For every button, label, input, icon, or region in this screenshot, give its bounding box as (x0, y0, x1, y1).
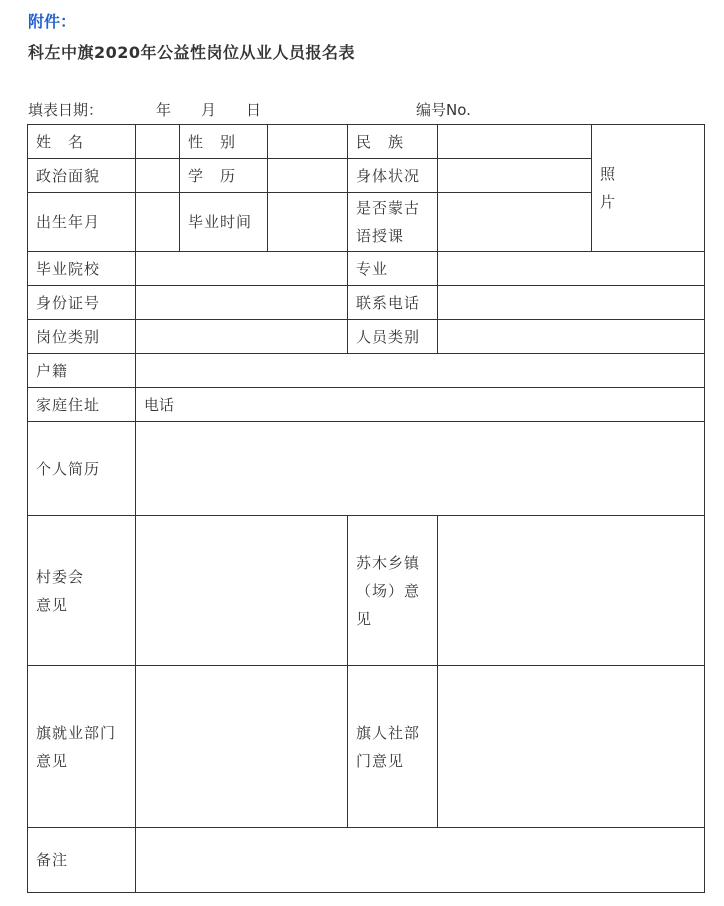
photo-label-1: 照 (600, 165, 616, 183)
health-label: 身体状况 (348, 159, 438, 193)
education-label: 学 历 (180, 159, 268, 193)
month-label: 月 (201, 101, 217, 119)
township-line-1: 苏木乡镇 (356, 553, 421, 572)
form-row-school (28, 252, 705, 286)
remarks-field[interactable] (136, 828, 705, 893)
resume-label: 个人简历 (28, 422, 136, 516)
form-row-household (28, 354, 705, 388)
form-row-resume (28, 422, 705, 516)
form-row-remarks (28, 828, 705, 893)
form-row-id (28, 286, 705, 320)
year-label: 年 (156, 101, 172, 119)
serial-number-label: 编号No. (416, 101, 471, 119)
form-row-department-opinion (28, 666, 705, 828)
fill-date-label: 填表日期： (28, 101, 104, 119)
school-label: 毕业院校 (28, 252, 136, 286)
household-field[interactable] (136, 354, 705, 388)
township-line-2: （场）意 (356, 581, 421, 600)
health-field[interactable] (438, 159, 592, 193)
birth-label: 出生年月 (28, 193, 136, 252)
household-label: 户籍 (28, 354, 136, 388)
politics-field[interactable] (136, 159, 180, 193)
major-field[interactable] (438, 252, 705, 286)
form-row-post (28, 320, 705, 354)
address-field[interactable] (136, 388, 705, 422)
politics-label: 政治面貌 (28, 159, 136, 193)
village-committee-line-2: 意见 (36, 595, 69, 614)
page-title: 科左中旗2020年公益性岗位从业人员报名表 (28, 43, 356, 62)
photo-label-2: 片 (600, 193, 616, 211)
address-label: 家庭住址 (28, 388, 136, 422)
employment-dept-line-2: 意见 (36, 751, 69, 770)
remarks-label: 备注 (28, 828, 136, 893)
birth-field[interactable] (136, 193, 180, 252)
registration-form-table (27, 124, 705, 893)
contact-phone-label: 联系电话 (348, 286, 438, 320)
mongolian-instruction-line-2: 语授课 (356, 227, 405, 245)
ethnicity-label: 民 族 (348, 125, 438, 159)
post-type-field[interactable] (136, 320, 348, 354)
township-line-3: 见 (356, 609, 373, 628)
attachment-label: 附件： (28, 12, 77, 31)
education-field[interactable] (268, 159, 348, 193)
hr-dept-opinion-field[interactable] (438, 666, 705, 828)
id-number-field[interactable] (136, 286, 348, 320)
day-label: 日 (246, 101, 262, 119)
employment-dept-opinion-field[interactable] (136, 666, 348, 828)
mongolian-instruction-label (348, 193, 438, 252)
ethnicity-field[interactable] (438, 125, 592, 159)
gender-field[interactable] (268, 125, 348, 159)
graduation-time-field[interactable] (268, 193, 348, 252)
id-number-label: 身份证号 (28, 286, 136, 320)
mongolian-instruction-field[interactable] (438, 193, 592, 252)
major-label: 专业 (348, 252, 438, 286)
post-type-label: 岗位类别 (28, 320, 136, 354)
form-row-address (28, 388, 705, 422)
employment-dept-line-1: 旗就业部门 (36, 723, 117, 742)
township-opinion-label (348, 516, 438, 666)
village-committee-opinion-field[interactable] (136, 516, 348, 666)
hr-dept-line-2: 门意见 (356, 751, 405, 770)
photo-cell[interactable] (592, 125, 705, 252)
graduation-time-label: 毕业时间 (180, 193, 268, 252)
name-label: 姓 名 (28, 125, 136, 159)
village-committee-opinion-label (28, 516, 136, 666)
school-field[interactable] (136, 252, 348, 286)
form-row-village-opinion (28, 516, 705, 666)
name-field[interactable] (136, 125, 180, 159)
form-row-name (28, 125, 705, 159)
hr-dept-line-1: 旗人社部 (356, 723, 421, 742)
township-opinion-field[interactable] (438, 516, 705, 666)
contact-phone-field[interactable] (438, 286, 705, 320)
employment-dept-opinion-label (28, 666, 136, 828)
village-committee-line-1: 村委会 (36, 567, 85, 586)
gender-label: 性 别 (180, 125, 268, 159)
person-type-field[interactable] (438, 320, 705, 354)
resume-field[interactable] (136, 422, 705, 516)
hr-dept-opinion-label (348, 666, 438, 828)
mongolian-instruction-line-1: 是否蒙古 (356, 199, 421, 217)
person-type-label: 人员类别 (348, 320, 438, 354)
phone-label: 电话 (144, 395, 175, 414)
